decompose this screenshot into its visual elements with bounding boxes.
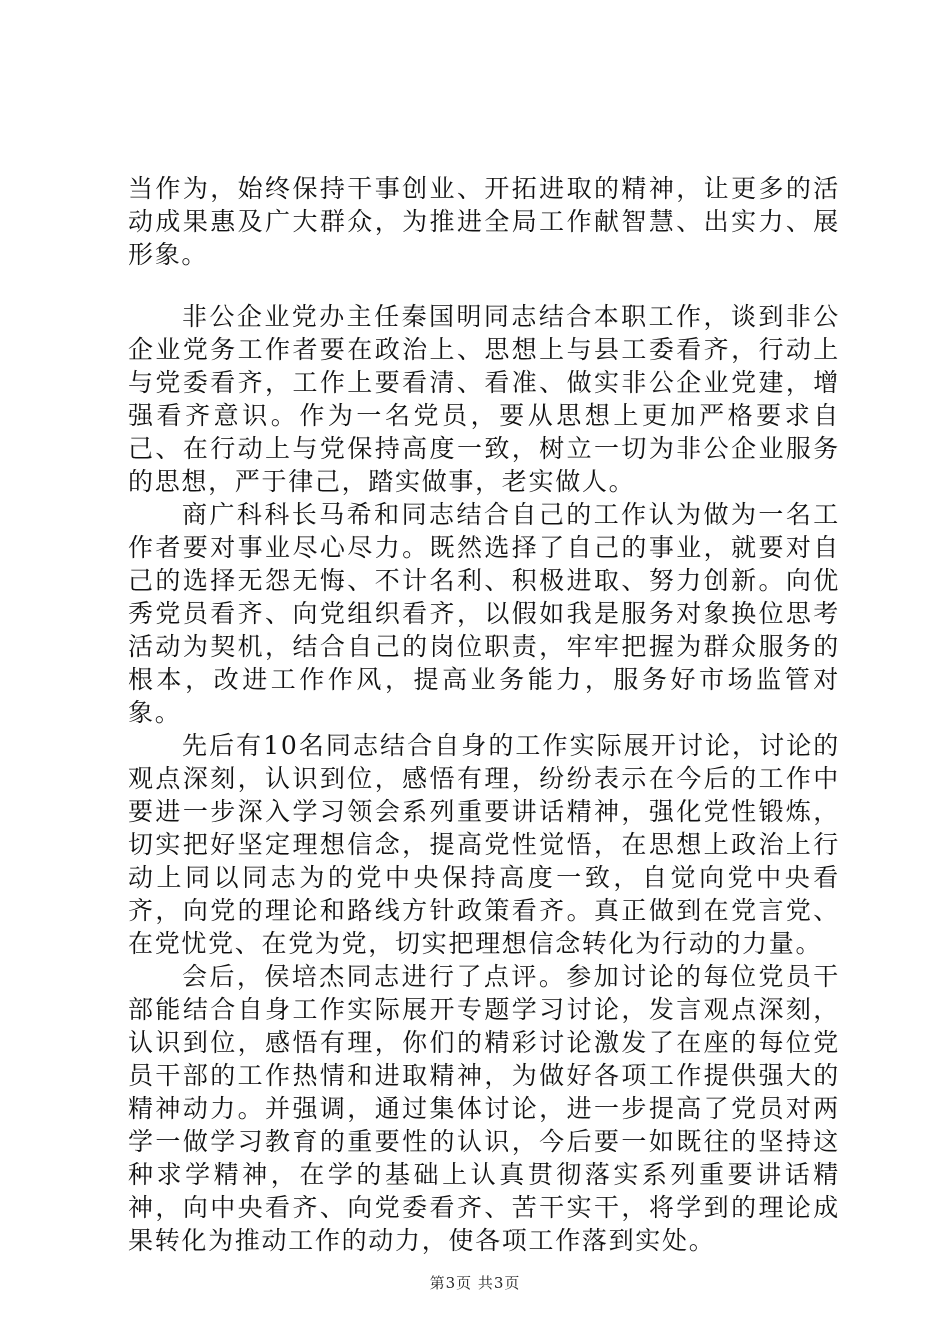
paragraph-discussion: 先后有10名同志结合自身的工作实际展开讨论，讨论的观点深刻，认识到位，感悟有理，纷纷表示在今后的工作中要进一步深入学习领会系列重要讲话精神，强化党性锻炼，切实把好坚定理想信念，提高党性觉悟，在思想上政治上行动上同以同志为的党中央保持高度一致，自觉向党中央看齐，向党的理论和路线方针政策看齐。真正做到在党言党、在党忧党、在党为党，切实把理想信念转化为行动的力量。 — [128, 731, 840, 958]
paragraph-gap — [128, 271, 840, 300]
document-body — [128, 172, 840, 1257]
paragraph-review: 会后，侯培杰同志进行了点评。参加讨论的每位党员干部能结合自身工作实际展开专题学习讨论，发言观点深刻，认识到位，感悟有理，你们的精彩讨论激发了在座的每位党员干部的工作热情和进取精神，为做好各项工作提供强大的精神动力。并强调，通过集体讨论，进一步提高了党员对两学一做学习教育的重要性的认识，今后要一如既往的坚持这种求学精神，在学的基础上认真贯彻落实系列重要讲话精神，向中央看齐、向党委看齐、苦干实干，将学到的理论成果转化为推动工作的动力，使各项工作落到实处。 — [128, 962, 840, 1255]
paragraph-qin-guoming: 非公企业党办主任秦国明同志结合本职工作，谈到非公企业党务工作者要在政治上、思想上与县工委看齐，行动上与党委看齐，工作上要看清、看准、做实非公企业党建，增强看齐意识。作为一名党员，要从思想上更加严格要求自己、在行动上与党保持高度一致，树立一切为非公企业服务的思想，严于律己，踏实做事，老实做人。 — [128, 302, 840, 496]
page-number-footer: 第3页 共3页 — [429, 1274, 521, 1292]
paragraph-continuation: 当作为，始终保持干事创业、开拓进取的精神，让更多的活动成果惠及广大群众，为推进全局工作献智慧、出实力、展形象。 — [128, 174, 840, 269]
paragraph-ma-xihe: 商广科科长马希和同志结合自己的工作认为做为一名工作者要对事业尽心尽力。既然选择了自己的事业，就要对自己的选择无怨无悔、不计名利、积极进取、努力创新。向优秀党员看齐、向党组织看齐，以假如我是服务对象换位思考活动为契机，结合自己的岗位职责，牢牢把握为群众服务的根本，改进工作作风，提高业务能力，服务好市场监管对象。 — [128, 500, 840, 727]
